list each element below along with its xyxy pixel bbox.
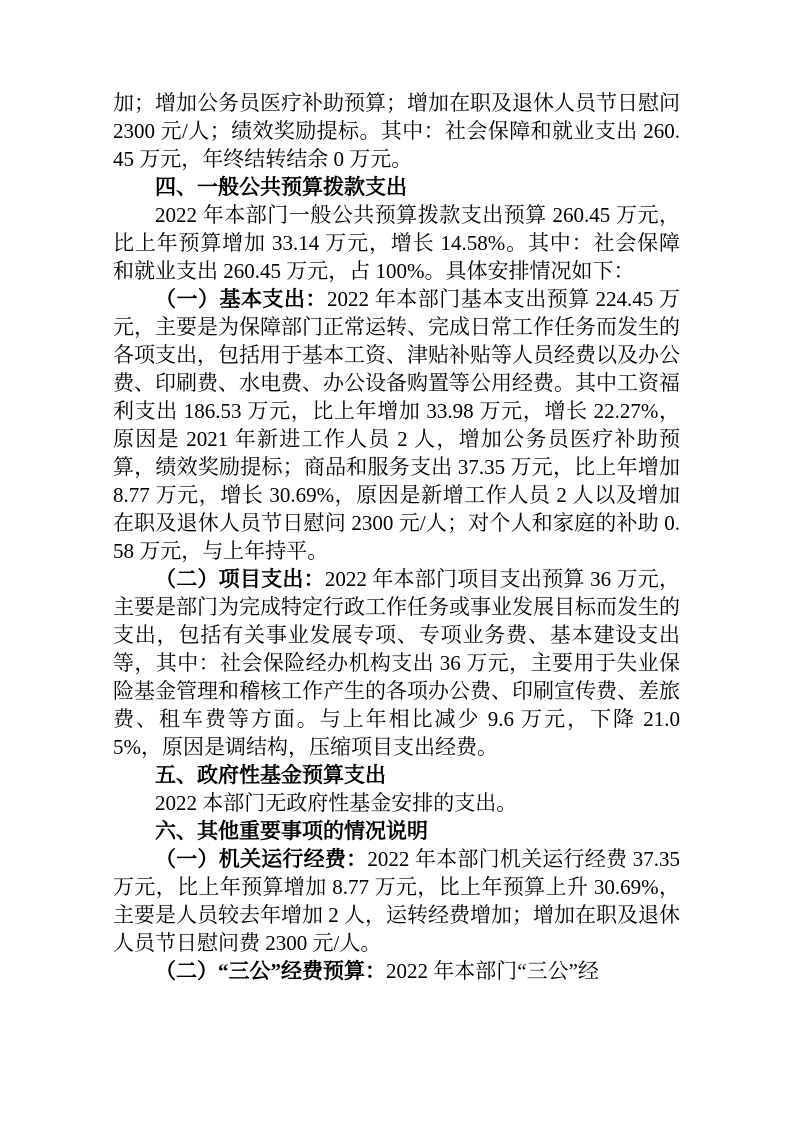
paragraph-lead: （一）基本支出：	[155, 287, 327, 311]
paragraph-project-expenditure	[113, 565, 680, 761]
heading-text: 六、其他重要事项的情况说明	[155, 819, 428, 843]
paragraph-operating-expenses	[113, 845, 680, 957]
paragraph-text: 2022 本部门无政府性基金安排的支出。	[155, 791, 518, 815]
section-heading-4	[113, 173, 680, 201]
heading-text: 五、政府性基金预算支出	[155, 763, 386, 787]
page-content	[113, 89, 680, 985]
paragraph-text: 2022 年本部门一般公共预算拨款支出预算 260.45 万元，比上年预算增加 33.14 万元，增长 14.58%。其中：社会保障和就业支出 260.45 万元，占 100%。具体安排情况如下：	[113, 203, 680, 283]
paragraph-text: 2022 年本部门基本支出预算 224.45 万元，主要是为保障部门正常运转、完成日常工作任务而发生的各项支出，包括用于基本工资、津贴补贴等人员经费以及办公费、印刷费、水电费、办公设备购置等公用经费。其中工资福利支出 186.53 万元，比上年增加 33.98 万元，增长 22.27%，原因是 2021 年新进工作人员 2 人，增加公务员医疗补助预算，绩效奖励提标；商品和服务支出 37.35 万元，比上年增加 8.77 万元，增长 30.69%，原因是新增工作人员 2 人以及增加在职及退休人员节日慰问 2300 元/人；对个人和家庭的补助 0.58 万元，与上年持平。	[113, 287, 680, 563]
section-heading-6	[113, 817, 680, 845]
paragraph-three-public-expenses	[113, 957, 680, 985]
paragraph-text: 2022 年本部门“三公”经	[386, 959, 599, 983]
paragraph-text: 2022 年本部门项目支出预算 36 万元，主要是部门为完成特定行政工作任务或事业发展目标而发生的支出，包括有关事业发展专项、专项业务费、基本建设支出等，其中：社会保险经办机构支出 36 万元，主要用于失业保险基金管理和稽核工作产生的各项办公费、印刷宣传费、差旅费、租车费等方面。与上年相比减少 9.6 万元，下降 21.05%，原因是调结构，压缩项目支出经费。	[113, 567, 681, 759]
paragraph-lead: （一）机关运行经费：	[155, 847, 368, 871]
paragraph-text: 加；增加公务员医疗补助预算；增加在职及退休人员节日慰问 2300 元/人；绩效奖励提标。其中：社会保障和就业支出 260.45 万元，年终结转结余 0 万元。	[113, 91, 680, 171]
section-heading-5	[113, 761, 680, 789]
paragraph-basic-expenditure	[113, 285, 680, 565]
paragraph-lead: （二）“三公”经费预算：	[155, 959, 386, 983]
paragraph-continuation	[113, 89, 680, 173]
paragraph-budget-overview	[113, 201, 680, 285]
paragraph-text: 2022 年本部门机关运行经费 37.35 万元，比上年预算增加 8.77 万元，比上年预算上升 30.69%，主要是人员较去年增加 2 人，运转经费增加；增加在职及退休人员节日慰问费 2300 元/人。	[113, 847, 681, 955]
paragraph-lead: （二）项目支出：	[155, 567, 325, 591]
heading-text: 四、一般公共预算拨款支出	[155, 175, 407, 199]
paragraph-government-fund	[113, 789, 680, 817]
